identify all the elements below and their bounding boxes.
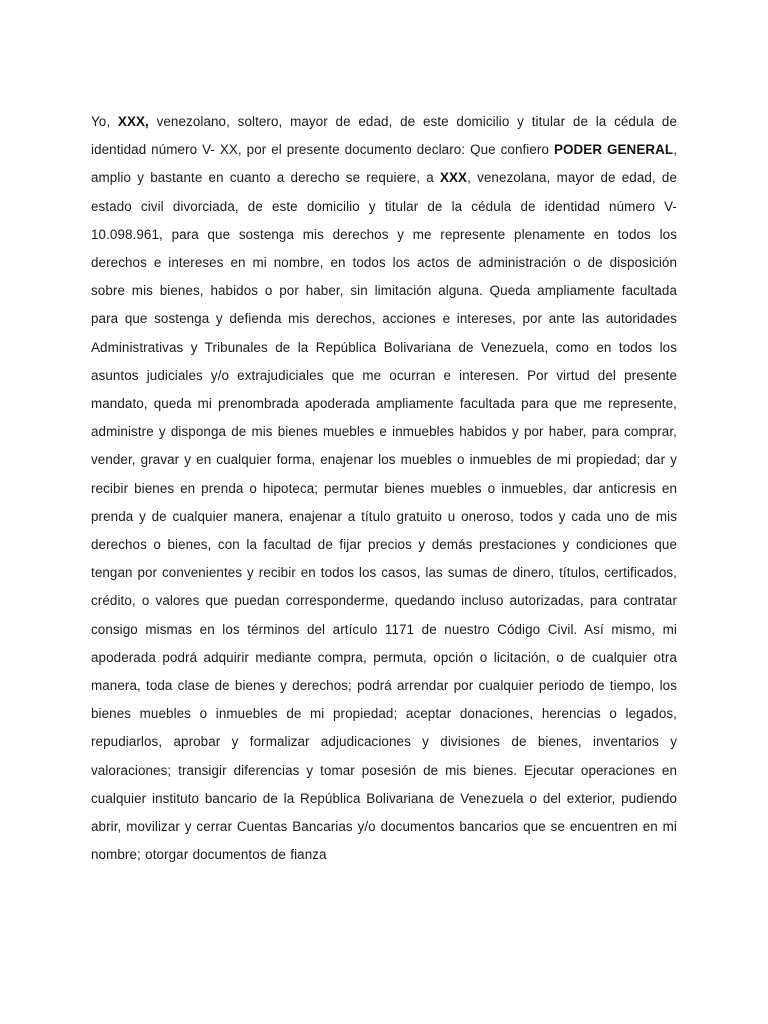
- text-segment-grantor-details: venezolano, soltero, mayor de edad, de este domicilio y titular de la cédula de identidad número V- XX, por el presente documento declaro: Que confiero: [91, 114, 677, 158]
- text-segment-opening: Yo,: [91, 114, 118, 129]
- power-type: PODER GENERAL: [553, 142, 674, 158]
- attorney-name: XXX: [439, 170, 468, 186]
- grantor-name: XXX,: [117, 114, 149, 129]
- document-body-paragraph: [91, 108, 677, 869]
- text-segment-scope: , amplio y bastante en cuanto a derecho se requiere, a: [91, 142, 678, 186]
- text-segment-powers: , venezolana, mayor de edad, de estado civil divorciada, de este domicilio y titular de la cédula de identidad número V- 10.098.961, para que sostenga mis derechos y me represente plenamente en todos los derechos e intereses en mi nombre, en todos los actos de administración o de disposición sobre mis bienes, habidos o por haber, sin limitación alguna. Queda ampliamente facultada para que sostenga y defienda mis derechos, acciones e intereses, por ante las autoridades Administrativas y Tribunales de la República Bolivariana de Venezuela, como en todos los asuntos judiciales y/o extrajudiciales que me ocurran e interesen. Por virtud del presente mandato, queda mi prenombrada apoderada ampliamente facultada para que me represente, administre y disponga de mis bienes muebles e inmuebles habidos y por haber, para comprar, vender, gravar y en cualquier forma, enajenar los muebles o inmuebles de mi propiedad; dar y recibir bienes en prenda o hipoteca; permutar bienes muebles o inmuebles, dar anticresis en prenda y de cualquier manera, enajenar a título gratuito u oneroso, todos y cada uno de mis derechos o bienes, con la facultad de fijar precios y demás prestaciones y condiciones que tengan por convenientes y recibir en todos los casos, las sumas de dinero, títulos, certificados, crédito, o valores que puedan corresponderme, quedando incluso autorizadas, para contratar consigo mismas en los términos del artículo 1171 de nuestro Código Civil. Así mismo, mi apoderada podrá adquirir mediante compra, permuta, opción o licitación, o de cualquier otra manera, toda clase de bienes y derechos; podrá arrendar por cualquier periodo de tiempo, los bienes muebles o inmuebles de mi propiedad; aceptar donaciones, herencias o legados, repudiarlos, aprobar y formalizar adjudicaciones y divisiones de bienes, inventarios y valoraciones; transigir diferencias y tomar posesión de mis bienes. Ejecutar operaciones en cualquier instituto bancario de la República Bolivariana de Venezuela o del exterior, pudiendo abrir, movilizar y cerrar Cuentas Bancarias y/o documentos bancarios que se encuentren en mi nombre; otorgar documentos de fianza: [91, 170, 677, 863]
